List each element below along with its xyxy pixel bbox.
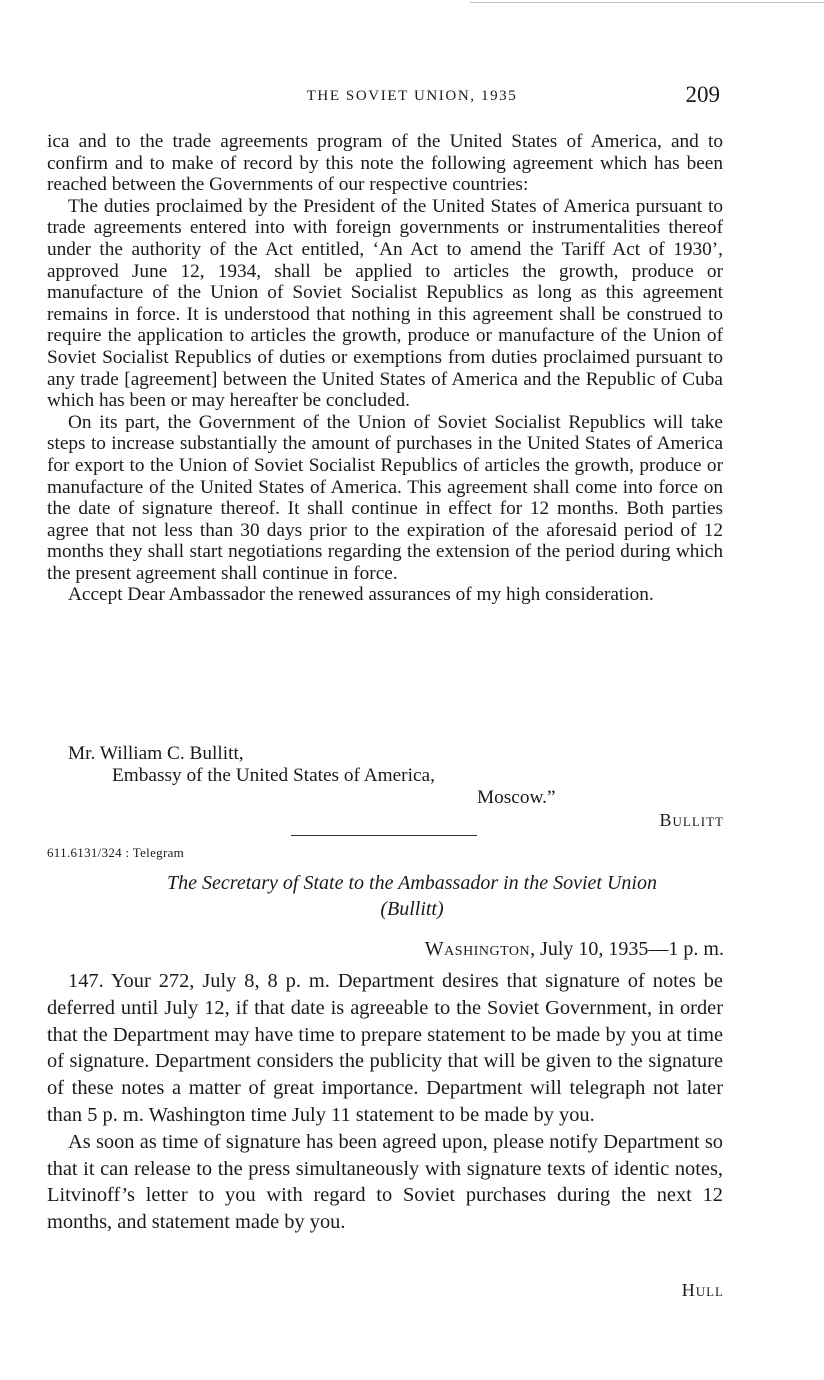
paragraph: 147. Your 272, July 8, 8 p. m. Department desires that signature of notes be deferred until July 12, if that date is agreeable to the Soviet Government, in order that the Department may have time to prepare statement to be made by you at time of signature. Department considers the publicity that will be given to the signature of these notes a matter of great importance. Department will telegraph not later than 5 p. m. Washington time July 11 statement to be made by you. [47, 970, 723, 1126]
paragraph: ica and to the trade agreements program of the United States of America, and to confirm and to make of record by this note the following agreement which has been reached between the Governments of our respective countries: [47, 131, 723, 196]
document-title-line: (Bullitt) [380, 898, 444, 920]
document-title-line: The Secretary of State to the Ambassador in the Soviet Union [167, 872, 657, 894]
addressee-name: Mr. William C. Bullitt, [68, 743, 244, 764]
addressee-block [47, 743, 723, 809]
paragraph: As soon as time of signature has been agreed upon, please notify Department so that it can release to the press simultaneously with signature texts of identic notes, Litvinoff’s letter to you with regard to Soviet purchases during the next 12 months, and statement made by you. [47, 1130, 723, 1234]
dateline [425, 938, 724, 961]
dateline-place: Washington [424, 938, 531, 960]
telegram-body [47, 968, 723, 1236]
paragraph: On its part, the Government of the Union of Soviet Socialist Republics will take steps to increase substantially the amount of purchases in the United States of America for export to the Union of Soviet Socialist Republics of articles the growth, produce or manufacture of the United States of America. This agreement shall come into force on the date of signature thereof. It shall continue in effect for 12 months. Both parties agree that not less than 30 days prior to the expiration of the aforesaid period of 12 months they shall start negotiations regarding the extension of the period during which the present agreement shall continue in force. [47, 411, 723, 584]
page-number: 209 [685, 82, 720, 107]
signature-hull: Hull [681, 1280, 724, 1300]
running-title: THE SOVIET UNION, 1935 [306, 88, 518, 104]
paragraph: Accept Dear Ambassador the renewed assurances of my high consideration. [68, 584, 654, 606]
paragraph: The duties proclaimed by the President of the United States of America pursuant to trade agreements entered into with foreign governments or instrumentalities thereof under the authority of the Act entitled, ‘An Act to amend the Tariff Act of 1930’, approved June 12, 1934, shall be applied to articles the growth, produce or manufacture of the Union of Soviet Socialist Republics as long as this agreement remains in force. It is understood that nothing in this agreement shall be construed to require the application to articles the growth, produce or manufacture of the Union of Soviet Socialist Republics of duties or exemptions from duties proclaimed pursuant to any trade [agreement] between the United States of America and the Republic of Cuba which has been or may hereafter be concluded. [47, 195, 723, 412]
document-title [47, 870, 777, 922]
file-number: 611.6131/324 : Telegram [47, 845, 185, 860]
addressee-embassy: Embassy of the United States of America, [112, 765, 435, 786]
dateline-date: , July 10, 1935—1 p. m. [530, 938, 724, 960]
section-separator [291, 835, 477, 836]
running-header [0, 82, 824, 116]
addressee-city: Moscow.” [477, 787, 556, 808]
note-continuation [47, 131, 723, 606]
signature-bullitt: Bullitt [659, 810, 724, 830]
top-edge-rule [470, 2, 824, 3]
